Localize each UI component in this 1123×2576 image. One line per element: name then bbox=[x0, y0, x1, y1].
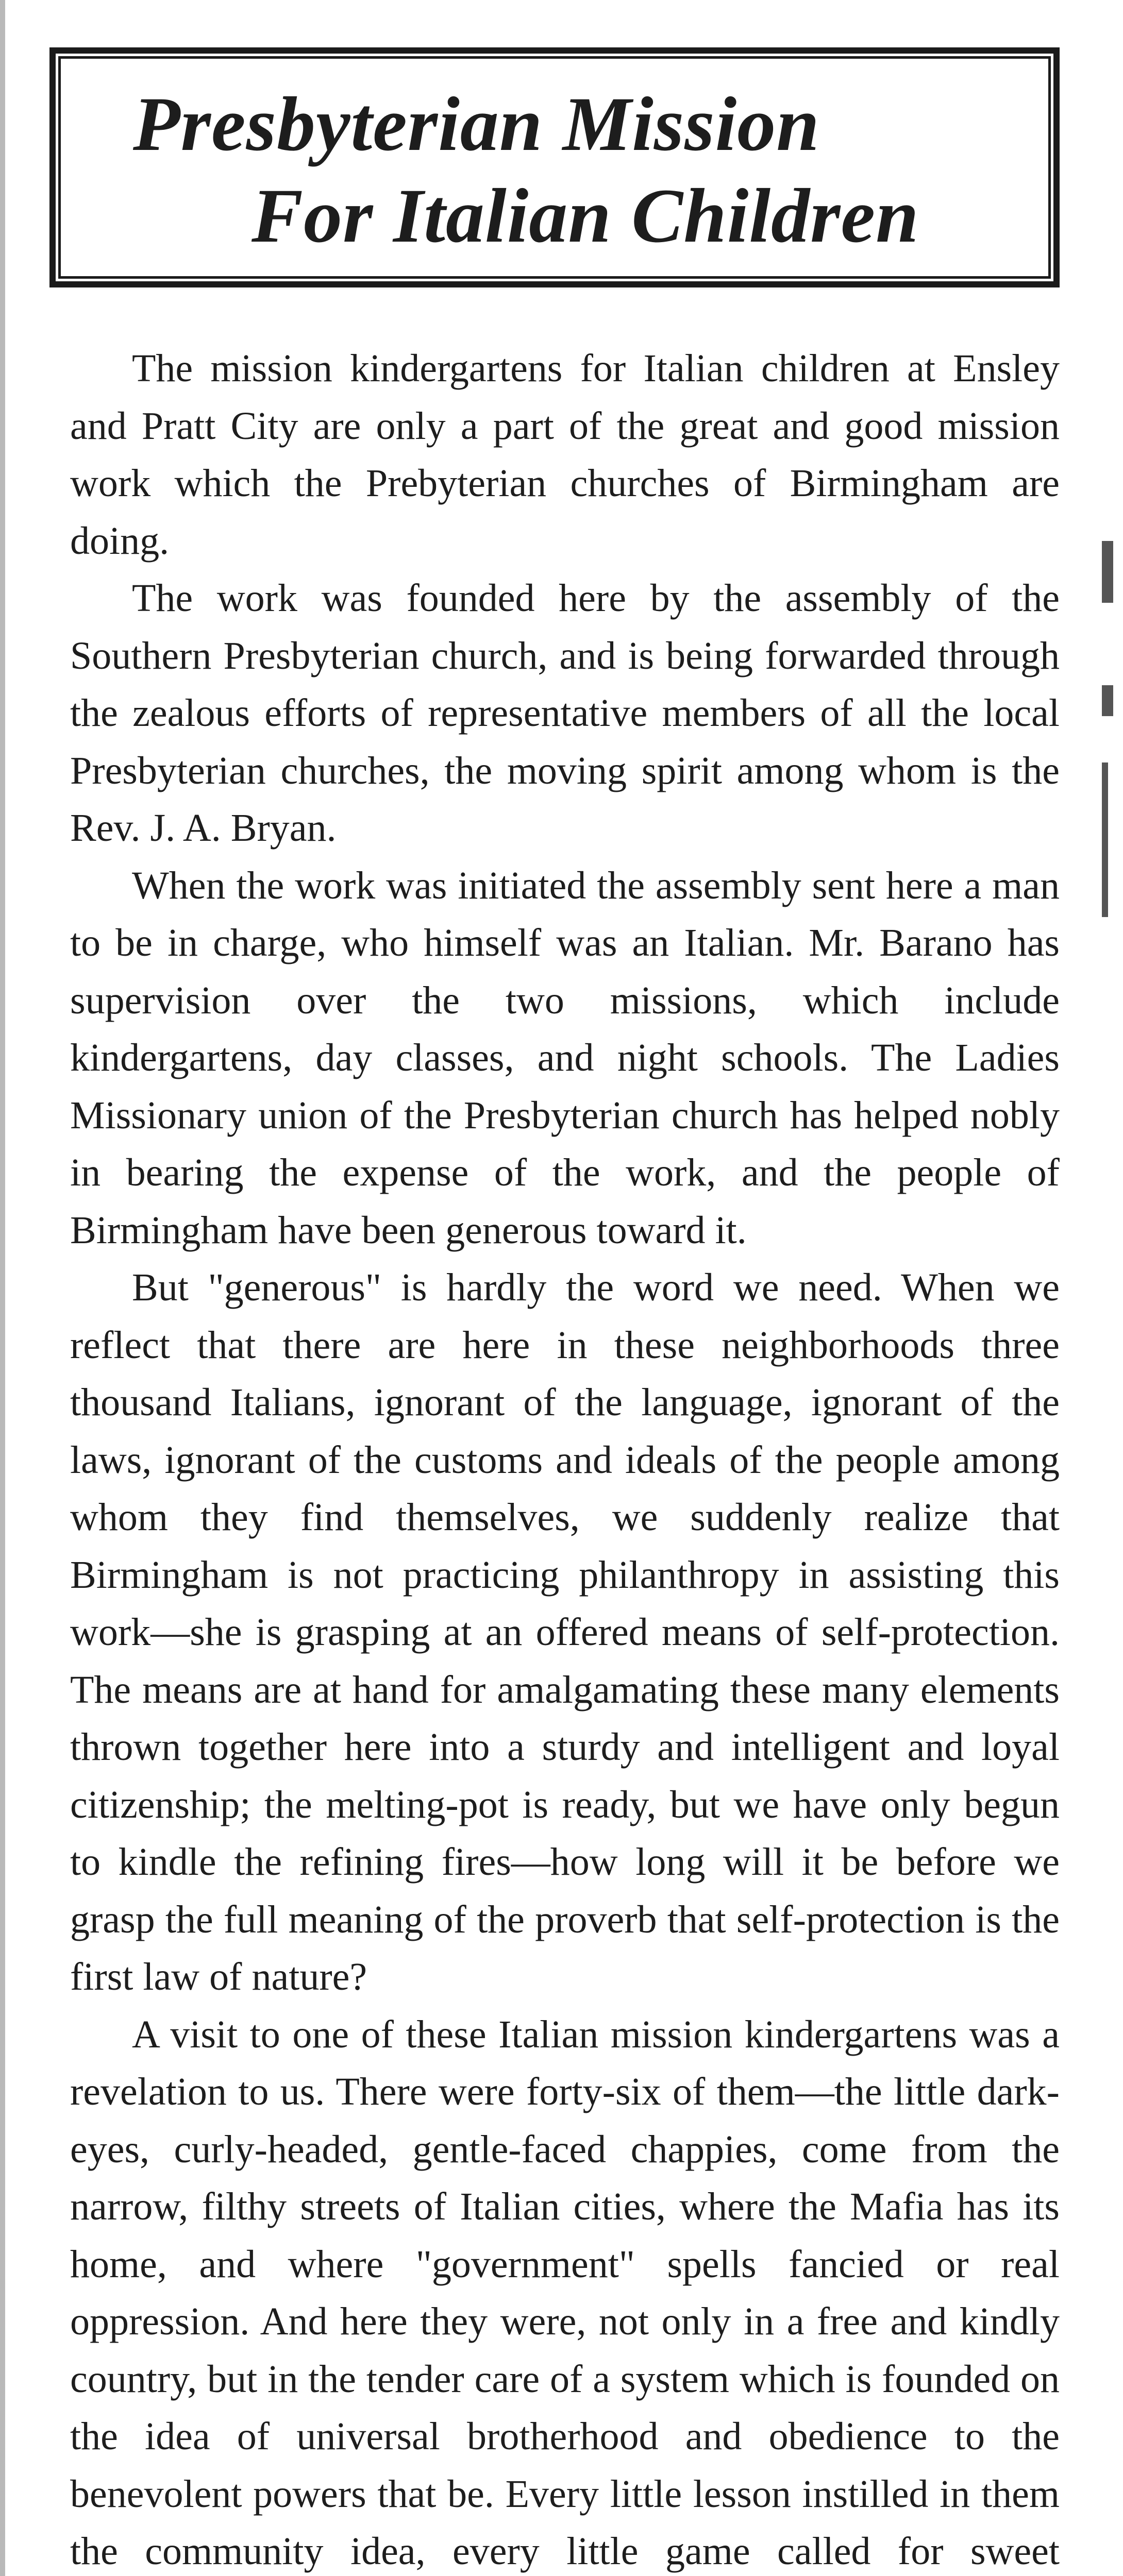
paragraph-3: When the work was initiated the assembly sent here a man to be in charge, who himself was an Italian. Mr. Barano has supervision over the two missions, which include kindergartens, day classes, and night schools. The Ladies Missionary union of the Presbyterian church has helped nobly in bearing the expense of the work, and the people of Birmingham have been generous toward it. bbox=[70, 863, 1060, 1252]
adjacent-column-edge bbox=[1094, 0, 1123, 2576]
paragraph-5: A visit to one of these Italian mission kindergartens was a revelation to us. There were forty-six of them—the little dark-eyes, curly-headed, gentle-faced chappies, come from the narrow, filthy streets of Italian cities, where the Mafia has its home, and where "government" spells fancied or real oppression. And here they were, not only in a free and kindly country, but in the tender care of a system which is founded on the idea of universal brotherhood and obedience to the benevolent powers that be. Every little lesson instilled in them the community idea, every little game called for sweet bbox=[70, 2012, 1060, 2573]
paragraph-4: But "generous" is hardly the word we need. When we reflect that there are here in these neighborhoods three thousand Italians, ignorant of the language, ignorant of the laws, ignorant of the customs and ideals of the people among whom they find themselves, we suddenly realize that Birmingham is not practicing philanthropy in assisting this work—she is grasping at an offered means of self-protection. The means are at hand for amalgamating these many elements thrown together here into a sturdy and intelligent and loyal citizenship; the melting-pot is ready, but we have only begun to kindle the refining fires—how long will it be before we grasp the full meaning of the proverb that self-protection is the first law of nature? bbox=[70, 1266, 1060, 1998]
adjacent-column-fragment bbox=[1102, 762, 1108, 917]
headline-box bbox=[49, 47, 1060, 287]
article-body bbox=[70, 340, 1060, 2576]
headline-line-1: Presbyterian Mission bbox=[133, 81, 820, 167]
headline-line-2: For Italian Children bbox=[252, 173, 919, 259]
adjacent-column-fragment bbox=[1102, 541, 1113, 603]
paragraph-2: The work was founded here by the assembly of the Southern Presbyterian church, and is being forwarded through the zealous efforts of representative members of all the local Presbyterian churches, the moving spirit among whom is the Rev. J. A. Bryan. bbox=[70, 577, 1060, 850]
adjacent-column-fragment bbox=[1102, 685, 1113, 716]
paragraph-1: The mission kindergartens for Italian children at Ensley and Pratt City are only a part of the great and good mission work which the Prebyterian churches of Birmingham are doing. bbox=[70, 347, 1060, 563]
column-rule bbox=[0, 0, 5, 2576]
